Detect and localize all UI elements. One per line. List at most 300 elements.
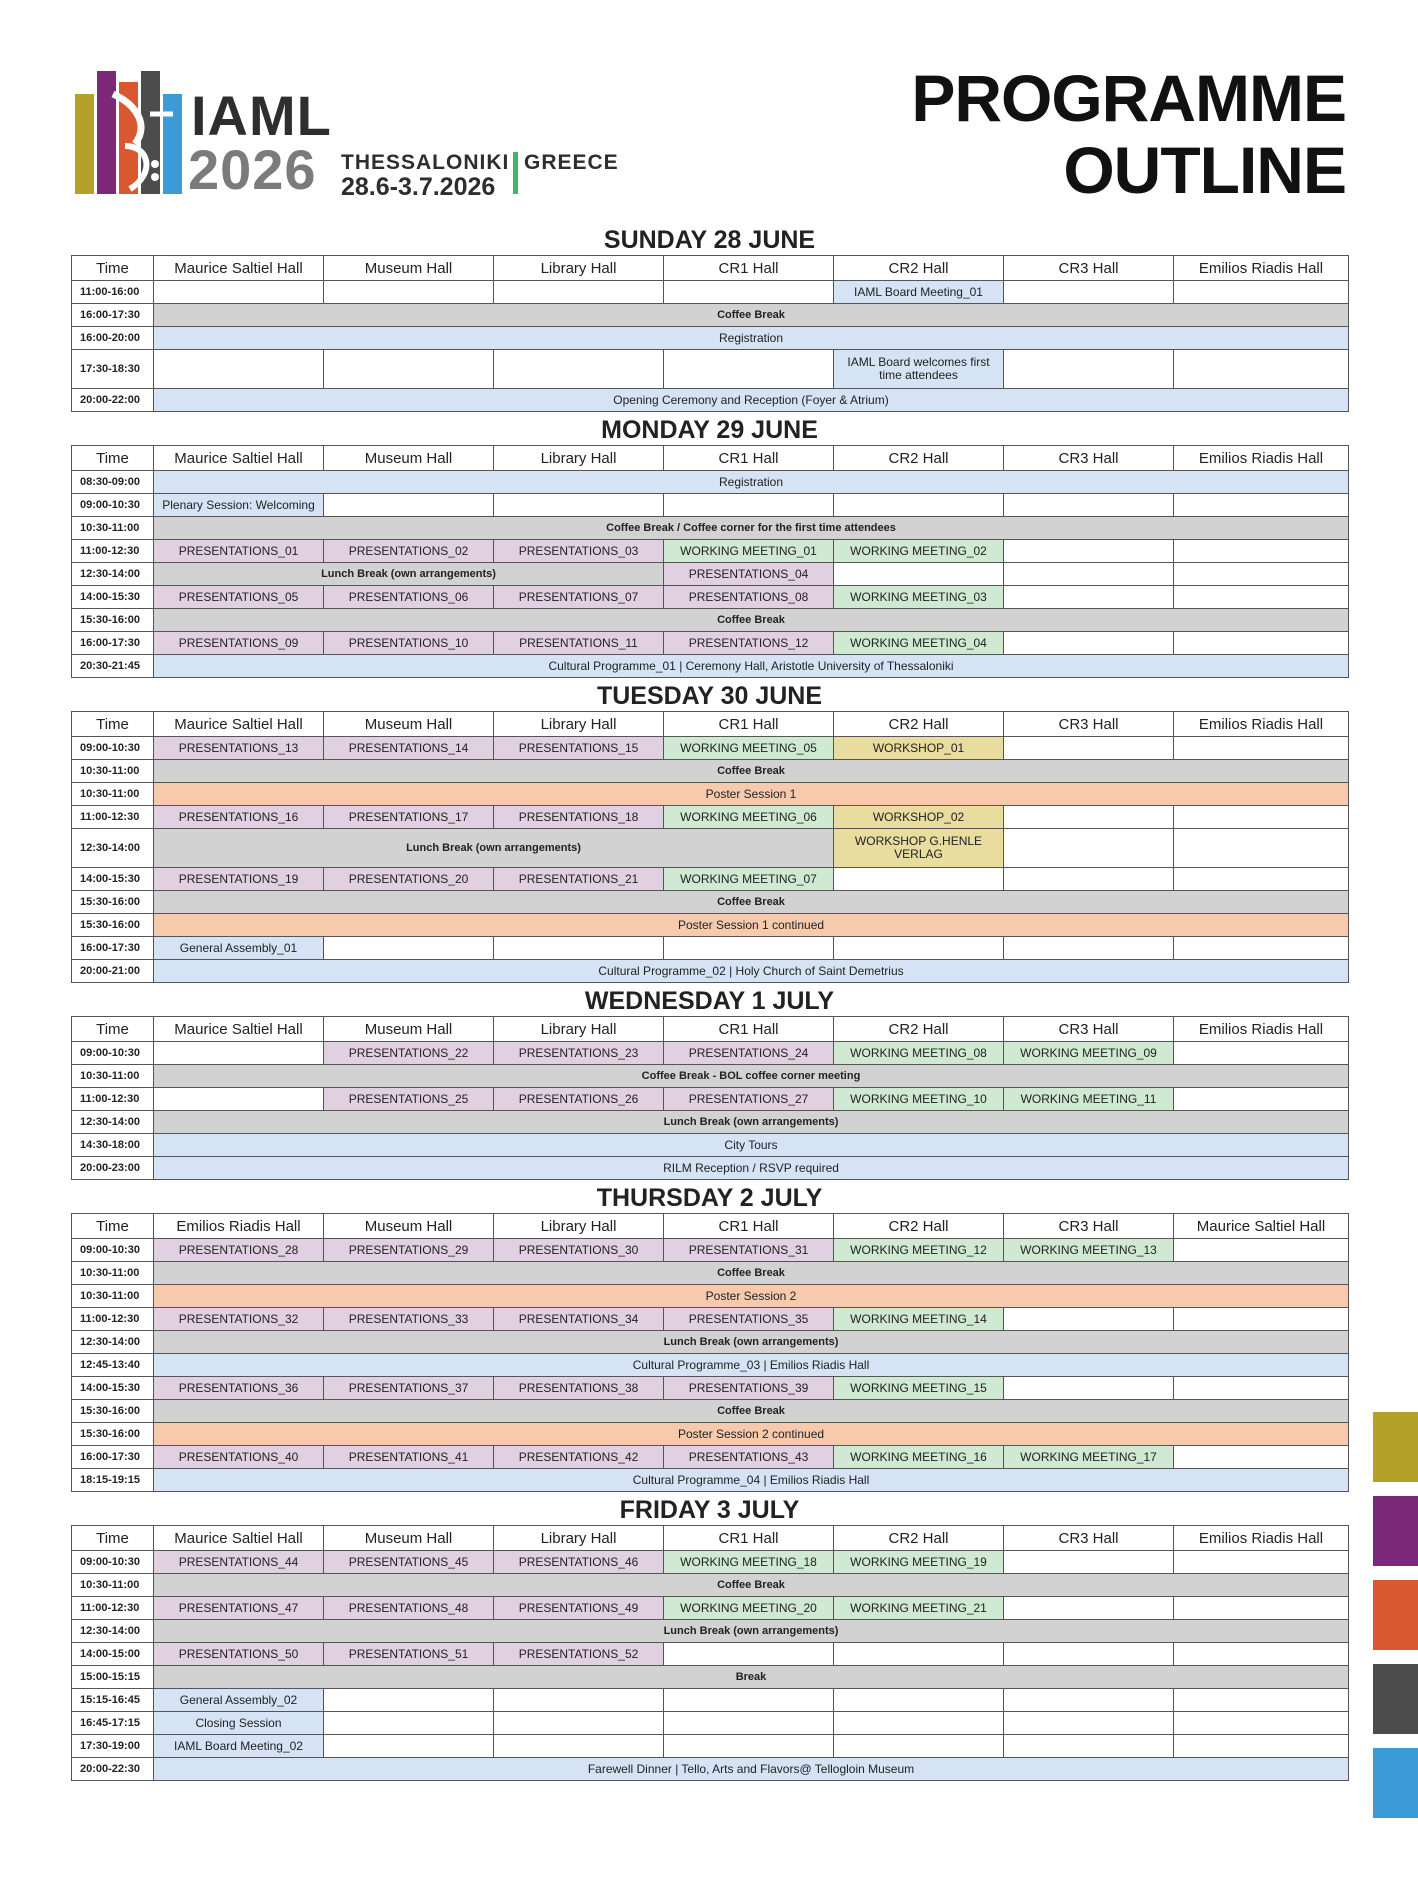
time-slot: 14:00-15:30 [72, 586, 154, 609]
iaml-logo [73, 59, 633, 199]
empty-cell [1004, 1551, 1174, 1574]
session-cell: Coffee Break [154, 891, 1349, 914]
time-slot: 11:00-16:00 [72, 281, 154, 304]
time-slot: 16:00-17:30 [72, 937, 154, 960]
empty-cell [1174, 806, 1349, 829]
table-row [72, 586, 1349, 609]
session-cell: WORKING MEETING_06 [664, 806, 834, 829]
table-row [72, 829, 1349, 868]
session-cell: Registration [154, 471, 1349, 494]
session-cell: PRESENTATIONS_46 [494, 1551, 664, 1574]
empty-cell [324, 1712, 494, 1735]
session-cell: PRESENTATIONS_24 [664, 1042, 834, 1065]
side-color-square-olive [1373, 1412, 1418, 1482]
session-cell: PRESENTATIONS_42 [494, 1446, 664, 1469]
time-slot: 10:30-11:00 [72, 1262, 154, 1285]
empty-cell [494, 494, 664, 517]
session-cell: Closing Session [154, 1712, 324, 1735]
table-row [72, 1262, 1349, 1285]
empty-cell [1174, 1088, 1349, 1111]
session-cell: Coffee Break [154, 304, 1349, 327]
time-slot: 18:15-19:15 [72, 1469, 154, 1492]
column-header-hall: Library Hall [494, 1017, 664, 1042]
logo-bars [73, 59, 183, 194]
empty-cell [1174, 1377, 1349, 1400]
page-title [911, 62, 1346, 206]
session-cell: WORKING MEETING_07 [664, 868, 834, 891]
table-row [72, 389, 1349, 412]
session-cell: PRESENTATIONS_19 [154, 868, 324, 891]
empty-cell [664, 1643, 834, 1666]
event-dates: 28.6-3.7.2026 [341, 173, 496, 201]
time-slot: 09:00-10:30 [72, 1042, 154, 1065]
empty-cell [664, 1735, 834, 1758]
empty-cell [1174, 1239, 1349, 1262]
empty-cell [1174, 1446, 1349, 1469]
table-row [72, 563, 1349, 586]
time-slot: 15:00-15:15 [72, 1666, 154, 1689]
empty-cell [1174, 1597, 1349, 1620]
table-row [72, 1423, 1349, 1446]
empty-cell [494, 937, 664, 960]
session-cell: Cultural Programme_02 | Holy Church of Saint Demetrius [154, 960, 1349, 983]
session-cell: PRESENTATIONS_15 [494, 737, 664, 760]
time-slot: 17:30-19:00 [72, 1735, 154, 1758]
table-row [72, 914, 1349, 937]
table-row [72, 1042, 1349, 1065]
empty-cell [834, 563, 1004, 586]
column-header-hall: Maurice Saltiel Hall [154, 1017, 324, 1042]
table-header-row [72, 446, 1349, 471]
column-header-hall: CR1 Hall [664, 1214, 834, 1239]
session-cell: PRESENTATIONS_38 [494, 1377, 664, 1400]
logo-divider [513, 152, 518, 194]
day-heading: MONDAY 29 JUNE [601, 416, 818, 444]
session-cell: PRESENTATIONS_30 [494, 1239, 664, 1262]
session-cell: PRESENTATIONS_03 [494, 540, 664, 563]
session-cell: Coffee Break [154, 760, 1349, 783]
column-header-hall: Maurice Saltiel Hall [154, 712, 324, 737]
time-slot: 11:00-12:30 [72, 1308, 154, 1331]
session-cell: PRESENTATIONS_45 [324, 1551, 494, 1574]
column-header-time: Time [72, 446, 154, 471]
empty-cell [1174, 1643, 1349, 1666]
empty-cell [494, 1735, 664, 1758]
table-row [72, 1758, 1349, 1781]
session-cell: PRESENTATIONS_49 [494, 1597, 664, 1620]
column-header-hall: CR3 Hall [1004, 1017, 1174, 1042]
time-slot: 20:00-21:00 [72, 960, 154, 983]
table-row [72, 1239, 1349, 1262]
session-cell: PRESENTATIONS_28 [154, 1239, 324, 1262]
empty-cell [494, 281, 664, 304]
table-row [72, 471, 1349, 494]
session-cell: Registration [154, 327, 1349, 350]
column-header-hall: Emilios Riadis Hall [154, 1214, 324, 1239]
time-slot: 20:00-22:30 [72, 1758, 154, 1781]
session-cell: PRESENTATIONS_44 [154, 1551, 324, 1574]
table-row [72, 937, 1349, 960]
day-heading: FRIDAY 3 JULY [619, 1496, 800, 1524]
time-slot: 09:00-10:30 [72, 1551, 154, 1574]
session-cell: PRESENTATIONS_40 [154, 1446, 324, 1469]
empty-cell [834, 494, 1004, 517]
day-schedule-table [71, 711, 1349, 983]
column-header-hall: Maurice Saltiel Hall [154, 446, 324, 471]
column-header-hall: Emilios Riadis Hall [1174, 1526, 1349, 1551]
session-cell: Lunch Break (own arrangements) [154, 1111, 1349, 1134]
table-row [72, 760, 1349, 783]
time-slot: 09:00-10:30 [72, 494, 154, 517]
session-cell: WORKING MEETING_04 [834, 632, 1004, 655]
session-cell: PRESENTATIONS_09 [154, 632, 324, 655]
column-header-hall: CR2 Hall [834, 1526, 1004, 1551]
time-slot: 16:00-20:00 [72, 327, 154, 350]
table-header-row [72, 256, 1349, 281]
session-cell: PRESENTATIONS_20 [324, 868, 494, 891]
table-row [72, 1597, 1349, 1620]
logo-iaml-text: IAML [191, 84, 332, 147]
session-cell: WORKING MEETING_18 [664, 1551, 834, 1574]
empty-cell [154, 1088, 324, 1111]
session-cell: WORKING MEETING_05 [664, 737, 834, 760]
table-row [72, 1377, 1349, 1400]
column-header-hall: CR3 Hall [1004, 712, 1174, 737]
session-cell: WORKING MEETING_01 [664, 540, 834, 563]
table-row [72, 494, 1349, 517]
column-header-hall: Library Hall [494, 446, 664, 471]
session-cell: PRESENTATIONS_21 [494, 868, 664, 891]
table-row [72, 304, 1349, 327]
time-slot: 16:00-17:30 [72, 304, 154, 327]
day-heading: TUESDAY 30 JUNE [596, 682, 823, 710]
column-header-hall: CR1 Hall [664, 1526, 834, 1551]
time-slot: 14:00-15:30 [72, 868, 154, 891]
empty-cell [1004, 806, 1174, 829]
table-row [72, 1446, 1349, 1469]
day-heading: SUNDAY 28 JUNE [603, 226, 816, 254]
column-header-hall: Maurice Saltiel Hall [154, 256, 324, 281]
empty-cell [664, 350, 834, 389]
session-cell: Cultural Programme_03 | Emilios Riadis Hall [154, 1354, 1349, 1377]
event-country: GREECE [524, 151, 619, 174]
column-header-hall: Museum Hall [324, 1017, 494, 1042]
page-title-line1: PROGRAMME [911, 61, 1346, 135]
session-cell: PRESENTATIONS_47 [154, 1597, 324, 1620]
empty-cell [154, 281, 324, 304]
column-header-hall: Library Hall [494, 256, 664, 281]
empty-cell [1174, 563, 1349, 586]
empty-cell [324, 350, 494, 389]
session-cell: PRESENTATIONS_17 [324, 806, 494, 829]
day-heading: THURSDAY 2 JULY [596, 1184, 823, 1212]
table-row [72, 1308, 1349, 1331]
table-row [72, 1735, 1349, 1758]
session-cell: Cultural Programme_04 | Emilios Riadis Hall [154, 1469, 1349, 1492]
session-cell: PRESENTATIONS_01 [154, 540, 324, 563]
session-cell: PRESENTATIONS_35 [664, 1308, 834, 1331]
column-header-hall: CR2 Hall [834, 446, 1004, 471]
session-cell: WORKING MEETING_17 [1004, 1446, 1174, 1469]
table-row [72, 783, 1349, 806]
programme-schedule [71, 225, 1348, 1781]
day-heading: WEDNESDAY 1 JULY [584, 987, 835, 1015]
session-cell: Farewell Dinner | Tello, Arts and Flavors@ Tellogloin Museum [154, 1758, 1349, 1781]
session-cell: IAML Board Meeting_01 [834, 281, 1004, 304]
session-cell: PRESENTATIONS_32 [154, 1308, 324, 1331]
empty-cell [1004, 1735, 1174, 1758]
column-header-hall: CR3 Hall [1004, 1214, 1174, 1239]
time-slot: 12:30-14:00 [72, 1620, 154, 1643]
session-cell: WORKING MEETING_15 [834, 1377, 1004, 1400]
bass-clef-icon [95, 84, 175, 194]
session-cell: WORKING MEETING_09 [1004, 1042, 1174, 1065]
session-cell: Lunch Break (own arrangements) [154, 1620, 1349, 1643]
time-slot: 09:00-10:30 [72, 1239, 154, 1262]
day-schedule-table [71, 445, 1349, 678]
session-cell: PRESENTATIONS_05 [154, 586, 324, 609]
table-row [72, 327, 1349, 350]
column-header-hall: Maurice Saltiel Hall [154, 1526, 324, 1551]
column-header-hall: Emilios Riadis Hall [1174, 446, 1349, 471]
session-cell: WORKING MEETING_03 [834, 586, 1004, 609]
session-cell: WORKSHOP_01 [834, 737, 1004, 760]
empty-cell [1174, 281, 1349, 304]
time-slot: 08:30-09:00 [72, 471, 154, 494]
time-slot: 14:30-18:00 [72, 1134, 154, 1157]
time-slot: 12:45-13:40 [72, 1354, 154, 1377]
time-slot: 11:00-12:30 [72, 1088, 154, 1111]
session-cell: RILM Reception / RSVP required [154, 1157, 1349, 1180]
empty-cell [1004, 632, 1174, 655]
session-cell: PRESENTATIONS_02 [324, 540, 494, 563]
day-schedule-table [71, 1016, 1349, 1180]
session-cell: WORKING MEETING_13 [1004, 1239, 1174, 1262]
empty-cell [834, 1735, 1004, 1758]
table-row [72, 540, 1349, 563]
empty-cell [1004, 937, 1174, 960]
session-cell: WORKING MEETING_02 [834, 540, 1004, 563]
session-cell: PRESENTATIONS_27 [664, 1088, 834, 1111]
time-slot: 14:00-15:00 [72, 1643, 154, 1666]
empty-cell [1004, 1597, 1174, 1620]
day-schedule-table [71, 1525, 1349, 1781]
table-header-row [72, 1214, 1349, 1239]
empty-cell [324, 937, 494, 960]
table-row [72, 1111, 1349, 1134]
table-row [72, 1551, 1349, 1574]
time-slot: 17:30-18:30 [72, 350, 154, 389]
column-header-hall: Museum Hall [324, 446, 494, 471]
empty-cell [834, 1689, 1004, 1712]
session-cell: Coffee Break [154, 1262, 1349, 1285]
empty-cell [324, 281, 494, 304]
session-cell: PRESENTATIONS_22 [324, 1042, 494, 1065]
session-cell: IAML Board Meeting_02 [154, 1735, 324, 1758]
time-slot: 14:00-15:30 [72, 1377, 154, 1400]
session-cell: PRESENTATIONS_39 [664, 1377, 834, 1400]
session-cell: PRESENTATIONS_04 [664, 563, 834, 586]
time-slot: 11:00-12:30 [72, 806, 154, 829]
session-cell: WORKING MEETING_21 [834, 1597, 1004, 1620]
table-row [72, 281, 1349, 304]
column-header-hall: Museum Hall [324, 712, 494, 737]
empty-cell [834, 1712, 1004, 1735]
table-row [72, 1285, 1349, 1308]
time-slot: 20:00-22:00 [72, 389, 154, 412]
column-header-time: Time [72, 1526, 154, 1551]
column-header-hall: CR1 Hall [664, 712, 834, 737]
event-city: THESSALONIKI [341, 151, 510, 174]
column-header-hall: Emilios Riadis Hall [1174, 712, 1349, 737]
empty-cell [664, 494, 834, 517]
table-row [72, 1088, 1349, 1111]
column-header-hall: Museum Hall [324, 1526, 494, 1551]
table-row [72, 1712, 1349, 1735]
time-slot: 15:15-16:45 [72, 1689, 154, 1712]
column-header-time: Time [72, 256, 154, 281]
table-row [72, 655, 1349, 678]
time-slot: 10:30-11:00 [72, 517, 154, 540]
table-row [72, 1134, 1349, 1157]
empty-cell [1004, 737, 1174, 760]
empty-cell [1004, 1689, 1174, 1712]
session-cell: PRESENTATIONS_36 [154, 1377, 324, 1400]
session-cell: WORKING MEETING_14 [834, 1308, 1004, 1331]
empty-cell [1004, 1377, 1174, 1400]
session-cell: PRESENTATIONS_43 [664, 1446, 834, 1469]
time-slot: 10:30-11:00 [72, 1574, 154, 1597]
session-cell: WORKSHOP_02 [834, 806, 1004, 829]
column-header-hall: CR3 Hall [1004, 1526, 1174, 1551]
empty-cell [1004, 350, 1174, 389]
column-header-hall: CR1 Hall [664, 446, 834, 471]
day-schedule-table [71, 255, 1349, 412]
empty-cell [1174, 540, 1349, 563]
session-cell: WORKING MEETING_20 [664, 1597, 834, 1620]
table-row [72, 632, 1349, 655]
time-slot: 15:30-16:00 [72, 1400, 154, 1423]
session-cell: WORKING MEETING_10 [834, 1088, 1004, 1111]
time-slot: 16:45-17:15 [72, 1712, 154, 1735]
time-slot: 12:30-14:00 [72, 829, 154, 868]
session-cell: Lunch Break (own arrangements) [154, 563, 664, 586]
column-header-time: Time [72, 1214, 154, 1239]
column-header-hall: CR1 Hall [664, 256, 834, 281]
empty-cell [1004, 868, 1174, 891]
table-row [72, 517, 1349, 540]
session-cell: PRESENTATIONS_23 [494, 1042, 664, 1065]
column-header-hall: Emilios Riadis Hall [1174, 256, 1349, 281]
time-slot: 10:30-11:00 [72, 1065, 154, 1088]
empty-cell [494, 1712, 664, 1735]
session-cell: PRESENTATIONS_16 [154, 806, 324, 829]
session-cell: General Assembly_01 [154, 937, 324, 960]
column-header-hall: CR1 Hall [664, 1017, 834, 1042]
side-color-square-gray [1373, 1664, 1418, 1734]
empty-cell [1004, 281, 1174, 304]
session-cell: PRESENTATIONS_31 [664, 1239, 834, 1262]
column-header-time: Time [72, 712, 154, 737]
session-cell: Opening Ceremony and Reception (Foyer & Atrium) [154, 389, 1349, 412]
column-header-hall: CR3 Hall [1004, 256, 1174, 281]
session-cell: PRESENTATIONS_50 [154, 1643, 324, 1666]
empty-cell [1174, 829, 1349, 868]
empty-cell [1174, 1551, 1349, 1574]
session-cell: PRESENTATIONS_08 [664, 586, 834, 609]
empty-cell [834, 937, 1004, 960]
empty-cell [1174, 350, 1349, 389]
column-header-hall: Museum Hall [324, 256, 494, 281]
session-cell: WORKING MEETING_12 [834, 1239, 1004, 1262]
day-schedule-table [71, 1213, 1349, 1492]
page-title-line2: OUTLINE [1063, 133, 1346, 207]
empty-cell [664, 1689, 834, 1712]
session-cell: Lunch Break (own arrangements) [154, 829, 834, 868]
session-cell: IAML Board welcomes first time attendees [834, 350, 1004, 389]
empty-cell [494, 1689, 664, 1712]
time-slot: 16:00-17:30 [72, 1446, 154, 1469]
table-row [72, 1157, 1349, 1180]
empty-cell [1004, 494, 1174, 517]
empty-cell [1004, 540, 1174, 563]
session-cell: PRESENTATIONS_52 [494, 1643, 664, 1666]
time-slot: 10:30-11:00 [72, 760, 154, 783]
session-cell: Lunch Break (own arrangements) [154, 1331, 1349, 1354]
empty-cell [834, 1643, 1004, 1666]
session-cell: PRESENTATIONS_11 [494, 632, 664, 655]
side-color-square-purple [1373, 1496, 1418, 1566]
session-cell: PRESENTATIONS_26 [494, 1088, 664, 1111]
empty-cell [1004, 586, 1174, 609]
time-slot: 15:30-16:00 [72, 891, 154, 914]
session-cell: Coffee Break [154, 1574, 1349, 1597]
column-header-hall: CR2 Hall [834, 1017, 1004, 1042]
empty-cell [1174, 868, 1349, 891]
session-cell: PRESENTATIONS_48 [324, 1597, 494, 1620]
table-row [72, 1065, 1349, 1088]
time-slot: 12:30-14:00 [72, 563, 154, 586]
empty-cell [324, 494, 494, 517]
session-cell: Plenary Session: Welcoming [154, 494, 324, 517]
table-row [72, 1331, 1349, 1354]
empty-cell [664, 281, 834, 304]
session-cell: PRESENTATIONS_14 [324, 737, 494, 760]
side-color-square-blue [1373, 1748, 1418, 1818]
table-row [72, 960, 1349, 983]
empty-cell [154, 1042, 324, 1065]
empty-cell [664, 937, 834, 960]
session-cell: Coffee Break [154, 1400, 1349, 1423]
session-cell: Coffee Break - BOL coffee corner meeting [154, 1065, 1349, 1088]
session-cell: PRESENTATIONS_33 [324, 1308, 494, 1331]
session-cell: Poster Session 2 [154, 1285, 1349, 1308]
session-cell: PRESENTATIONS_07 [494, 586, 664, 609]
time-slot: 15:30-16:00 [72, 1423, 154, 1446]
table-row [72, 1689, 1349, 1712]
table-row [72, 868, 1349, 891]
session-cell: PRESENTATIONS_18 [494, 806, 664, 829]
table-row [72, 1574, 1349, 1597]
session-cell: PRESENTATIONS_06 [324, 586, 494, 609]
empty-cell [1004, 563, 1174, 586]
empty-cell [1004, 829, 1174, 868]
session-cell: WORKSHOP G.HENLE VERLAG [834, 829, 1004, 868]
empty-cell [154, 350, 324, 389]
time-slot: 12:30-14:00 [72, 1331, 154, 1354]
time-slot: 20:00-23:00 [72, 1157, 154, 1180]
empty-cell [1004, 1308, 1174, 1331]
